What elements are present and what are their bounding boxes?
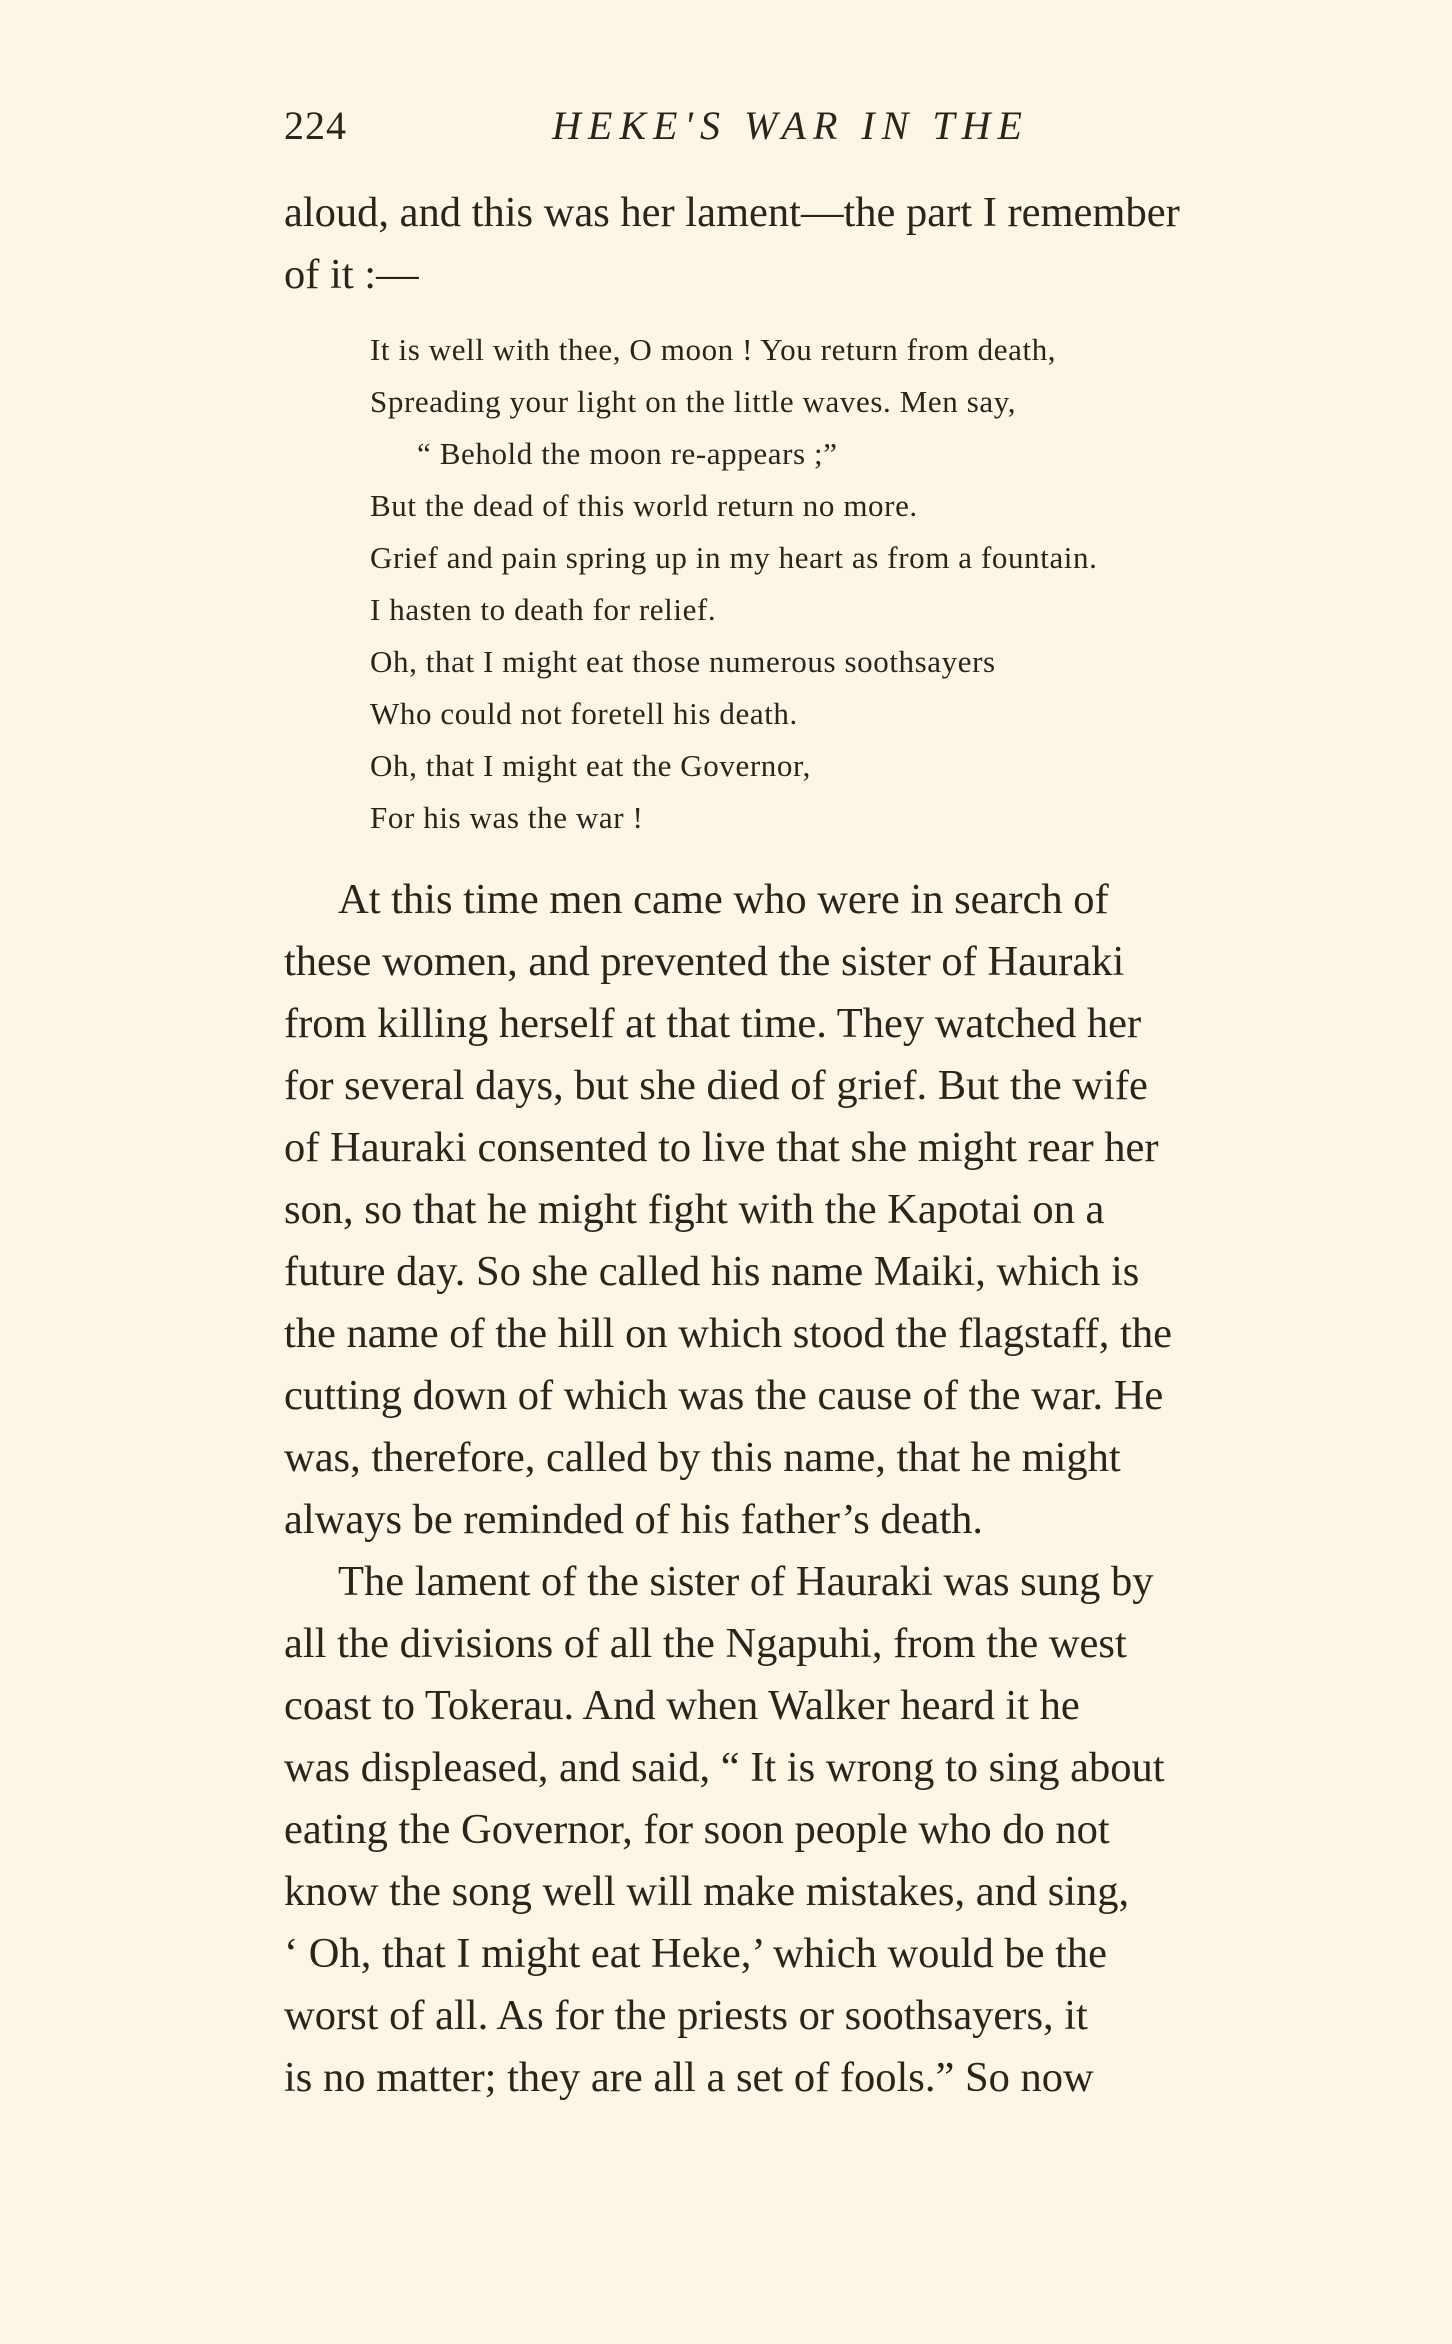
body-line: eating the Governor, for soon people who do not: [284, 1806, 1110, 1853]
body-line: aloud, and this was her lament—the part I remember: [284, 189, 1180, 236]
body-line: know the song well will make mistakes, and sing,: [284, 1868, 1130, 1915]
body-line: always be reminded of his father’s death.: [284, 1496, 984, 1543]
verse-line: Spreading your light on the little waves. Men say,: [370, 384, 1017, 419]
verse-line: It is well with thee, O moon ! You return from death,: [370, 332, 1057, 367]
body-line: The lament of the sister of Hauraki was sung by: [338, 1558, 1154, 1605]
body-line: for several days, but she died of grief. But the wife: [284, 1062, 1148, 1109]
body-line: was displeased, and said, “ It is wrong to sing about: [284, 1744, 1165, 1791]
verse-line: Grief and pain spring up in my heart as from a fountain.: [370, 540, 1098, 575]
verse-line: “ Behold the moon re-appears ;”: [417, 436, 838, 471]
body-line: was, therefore, called by this name, that he might: [284, 1434, 1121, 1481]
body-line: cutting down of which was the cause of the war. He: [284, 1372, 1164, 1419]
body-line: coast to Tokerau. And when Walker heard it he: [284, 1682, 1080, 1729]
body-line: all the divisions of all the Ngapuhi, from the west: [284, 1620, 1127, 1667]
body-line: worst of all. As for the priests or soothsayers, it: [284, 1992, 1088, 2039]
verse-line: Oh, that I might eat the Governor,: [370, 748, 811, 783]
body-line: of Hauraki consented to live that she might rear her: [284, 1124, 1159, 1171]
verse-line: Who could not foretell his death.: [370, 696, 798, 731]
body-line: these women, and prevented the sister of Hauraki: [284, 938, 1125, 985]
verse-line: But the dead of this world return no more.: [370, 488, 918, 523]
page-header: [284, 98, 1399, 154]
body-line: from killing herself at that time. They watched her: [284, 1000, 1142, 1047]
body-line: ‘ Oh, that I might eat Heke,’ which would be the: [284, 1930, 1108, 1977]
verse-line: I hasten to death for relief.: [370, 592, 717, 627]
body-line: is no matter; they are all a set of fools.” So now: [284, 2054, 1094, 2101]
page-number: 224: [284, 103, 347, 148]
verse-line: For his was the war !: [370, 800, 644, 835]
verse-line: Oh, that I might eat those numerous soothsayers: [370, 644, 996, 679]
body-line: of it :—: [284, 251, 419, 298]
body-line: future day. So she called his name Maiki, which is: [284, 1248, 1140, 1295]
running-head: HEKE'S WAR IN THE: [552, 103, 1029, 148]
body-line: son, so that he might fight with the Kapotai on a: [284, 1186, 1105, 1233]
body-line: the name of the hill on which stood the flagstaff, the: [284, 1310, 1172, 1357]
body-line: At this time men came who were in search of: [338, 876, 1109, 923]
